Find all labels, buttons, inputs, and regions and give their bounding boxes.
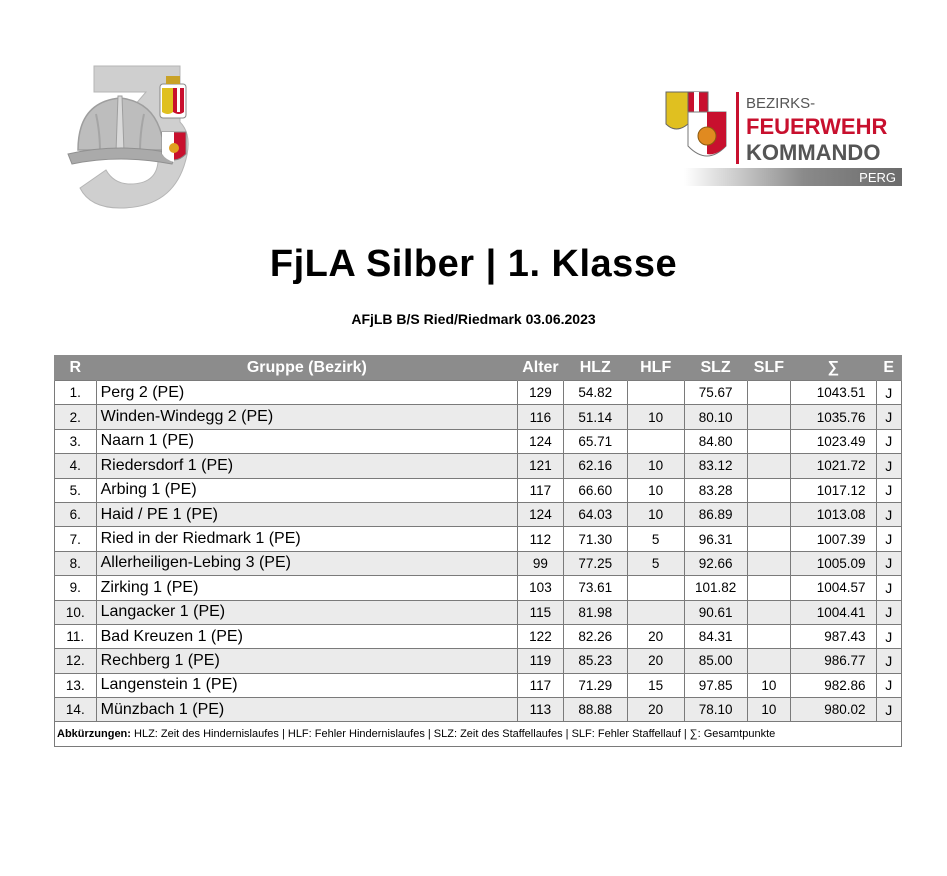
cell-gruppe: Naarn 1 (PE)	[96, 429, 517, 453]
cell-slf	[747, 649, 791, 673]
cell-hlz: 51.14	[563, 405, 627, 429]
cell-slz: 92.66	[684, 551, 747, 575]
cell-alter: 99	[518, 551, 564, 575]
cell-slz: 75.67	[684, 381, 747, 405]
cell-hlz: 77.25	[563, 551, 627, 575]
cell-e: J	[876, 381, 901, 405]
cell-e: J	[876, 502, 901, 526]
cell-e: J	[876, 624, 901, 648]
cell-rank: 4.	[55, 454, 97, 478]
cell-gruppe: Riedersdorf 1 (PE)	[96, 454, 517, 478]
cell-sum: 1004.57	[791, 576, 876, 600]
cell-rank: 11.	[55, 624, 97, 648]
cell-hlz: 81.98	[563, 600, 627, 624]
cell-alter: 117	[518, 478, 564, 502]
cell-rank: 14.	[55, 698, 97, 722]
cell-sum: 1004.41	[791, 600, 876, 624]
cell-rank: 12.	[55, 649, 97, 673]
cell-hlf: 20	[627, 698, 684, 722]
cell-slf: 10	[747, 698, 791, 722]
cell-gruppe: Zirking 1 (PE)	[96, 576, 517, 600]
cell-hlz: 71.30	[563, 527, 627, 551]
cell-slf	[747, 478, 791, 502]
cell-gruppe: Perg 2 (PE)	[96, 381, 517, 405]
cell-slf	[747, 551, 791, 575]
page-title: FjLA Silber | 1. Klasse	[269, 243, 678, 285]
cell-slf	[747, 576, 791, 600]
cell-slf	[747, 624, 791, 648]
cell-gruppe: Münzbach 1 (PE)	[96, 698, 517, 722]
cell-hlf: 5	[627, 551, 684, 575]
cell-sum: 987.43	[791, 624, 876, 648]
cell-alter: 116	[518, 405, 564, 429]
cell-e: J	[876, 454, 901, 478]
cell-hlz: 64.03	[563, 502, 627, 526]
cell-hlf	[627, 576, 684, 600]
header-col-hlf: HLF	[627, 355, 684, 381]
cell-e: J	[876, 405, 901, 429]
cell-e: J	[876, 600, 901, 624]
cell-e: J	[876, 429, 901, 453]
table-row	[55, 405, 902, 429]
page-subtitle: AFjLB B/S Ried/Riedmark 03.06.2023	[351, 311, 596, 327]
table-row	[55, 698, 902, 722]
cell-slf	[747, 429, 791, 453]
header-col-e: E	[876, 355, 901, 381]
cell-hlf: 10	[627, 478, 684, 502]
cell-slf	[747, 527, 791, 551]
cell-rank: 10.	[55, 600, 97, 624]
table-row	[55, 600, 902, 624]
cell-hlz: 85.23	[563, 649, 627, 673]
cell-sum: 1017.12	[791, 478, 876, 502]
footnote-label: Abkürzungen:	[57, 728, 131, 741]
cell-rank: 2.	[55, 405, 97, 429]
table-header-row	[55, 355, 902, 381]
table-row	[55, 454, 902, 478]
cell-hlf: 10	[627, 405, 684, 429]
cell-gruppe: Langenstein 1 (PE)	[96, 673, 517, 697]
table-body	[55, 381, 902, 747]
cell-rank: 1.	[55, 381, 97, 405]
cell-sum: 1005.09	[791, 551, 876, 575]
cell-slf	[747, 405, 791, 429]
cell-slz: 85.00	[684, 649, 747, 673]
cell-hlf: 15	[627, 673, 684, 697]
cell-sum: 1035.76	[791, 405, 876, 429]
cell-rank: 9.	[55, 576, 97, 600]
cell-sum: 1043.51	[791, 381, 876, 405]
cell-e: J	[876, 551, 901, 575]
cell-sum: 1007.39	[791, 527, 876, 551]
cell-hlf: 20	[627, 649, 684, 673]
cell-hlz: 82.26	[563, 624, 627, 648]
cell-e: J	[876, 478, 901, 502]
cell-e: J	[876, 698, 901, 722]
cell-slz: 84.80	[684, 429, 747, 453]
logo-line-kommando: KOMMANDO	[746, 140, 881, 165]
cell-rank: 13.	[55, 673, 97, 697]
table-row	[55, 673, 902, 697]
table-row	[55, 649, 902, 673]
logo-right	[664, 88, 904, 188]
cell-hlz: 54.82	[563, 381, 627, 405]
table-row	[55, 429, 902, 453]
footnote-text: HLZ: Zeit des Hindernislaufes | HLF: Fehler Hindernislaufes | SLZ: Zeit des Staffellaufes | SLF: Fehler Staffellauf | ∑: Gesamtpunkte	[130, 728, 776, 741]
cell-alter: 103	[518, 576, 564, 600]
table-row	[55, 551, 902, 575]
cell-gruppe: Allerheiligen-Lebing 3 (PE)	[96, 551, 517, 575]
cell-rank: 8.	[55, 551, 97, 575]
cell-hlz: 88.88	[563, 698, 627, 722]
header-col-rank: R	[55, 355, 97, 381]
cell-hlf: 5	[627, 527, 684, 551]
cell-slf	[747, 381, 791, 405]
cell-hlz: 73.61	[563, 576, 627, 600]
cell-alter: 112	[518, 527, 564, 551]
header-col-sum: ∑	[791, 355, 876, 381]
cell-gruppe: Arbing 1 (PE)	[96, 478, 517, 502]
cell-hlf	[627, 429, 684, 453]
cell-gruppe: Haid / PE 1 (PE)	[96, 502, 517, 526]
cell-alter: 122	[518, 624, 564, 648]
cell-e: J	[876, 649, 901, 673]
cell-slz: 96.31	[684, 527, 747, 551]
cell-gruppe: Bad Kreuzen 1 (PE)	[96, 624, 517, 648]
cell-sum: 1023.49	[791, 429, 876, 453]
cell-hlz: 71.29	[563, 673, 627, 697]
logo-line-feuerwehr: FEUERWEHR	[746, 114, 888, 139]
header-col-hlz: HLZ	[563, 355, 627, 381]
cell-hlz: 66.60	[563, 478, 627, 502]
cell-sum: 982.86	[791, 673, 876, 697]
cell-slz: 80.10	[684, 405, 747, 429]
cell-slz: 83.12	[684, 454, 747, 478]
cell-e: J	[876, 576, 901, 600]
cell-slz: 86.89	[684, 502, 747, 526]
cell-rank: 6.	[55, 502, 97, 526]
table-row	[55, 527, 902, 551]
table-row	[55, 576, 902, 600]
logo-left	[60, 62, 210, 214]
header-col-slz: SLZ	[684, 355, 747, 381]
cell-hlf: 10	[627, 502, 684, 526]
table-row	[55, 381, 902, 405]
cell-slz: 97.85	[684, 673, 747, 697]
cell-hlf: 10	[627, 454, 684, 478]
header-col-gruppe: Gruppe (Bezirk)	[96, 355, 517, 381]
cell-rank: 3.	[55, 429, 97, 453]
cell-slz: 90.61	[684, 600, 747, 624]
cell-hlf	[627, 381, 684, 405]
cell-slf	[747, 502, 791, 526]
cell-rank: 7.	[55, 527, 97, 551]
cell-hlz: 62.16	[563, 454, 627, 478]
cell-hlf	[627, 600, 684, 624]
cell-rank: 5.	[55, 478, 97, 502]
cell-gruppe: Ried in der Riedmark 1 (PE)	[96, 527, 517, 551]
cell-hlz: 65.71	[563, 429, 627, 453]
firefighter-helmet-logo-icon	[60, 62, 210, 214]
cell-slf	[747, 600, 791, 624]
cell-alter: 124	[518, 502, 564, 526]
header-col-slf: SLF	[747, 355, 791, 381]
footnote-row	[55, 722, 902, 747]
cell-alter: 117	[518, 673, 564, 697]
cell-e: J	[876, 527, 901, 551]
cell-sum: 986.77	[791, 649, 876, 673]
cell-slf	[747, 454, 791, 478]
cell-slz: 101.82	[684, 576, 747, 600]
cell-gruppe: Langacker 1 (PE)	[96, 600, 517, 624]
bezirks-feuerwehr-kommando-logo	[664, 88, 904, 188]
cell-gruppe: Winden-Windegg 2 (PE)	[96, 405, 517, 429]
cell-alter: 124	[518, 429, 564, 453]
cell-slz: 78.10	[684, 698, 747, 722]
cell-e: J	[876, 673, 901, 697]
results-table	[54, 355, 902, 747]
cell-sum: 1013.08	[791, 502, 876, 526]
header-col-alter: Alter	[518, 355, 564, 381]
logo-line-bezirks: BEZIRKS-	[746, 95, 816, 112]
cell-hlf: 20	[627, 624, 684, 648]
cell-alter: 129	[518, 381, 564, 405]
cell-alter: 115	[518, 600, 564, 624]
table-row	[55, 502, 902, 526]
cell-slz: 84.31	[684, 624, 747, 648]
abbreviations-footnote	[55, 722, 902, 747]
table-row	[55, 624, 902, 648]
cell-gruppe: Rechberg 1 (PE)	[96, 649, 517, 673]
cell-slf: 10	[747, 673, 791, 697]
cell-alter: 113	[518, 698, 564, 722]
cell-sum: 980.02	[791, 698, 876, 722]
cell-sum: 1021.72	[791, 454, 876, 478]
logo-line-perg: PERG	[859, 170, 896, 185]
cell-slz: 83.28	[684, 478, 747, 502]
table-row	[55, 478, 902, 502]
cell-alter: 121	[518, 454, 564, 478]
cell-alter: 119	[518, 649, 564, 673]
